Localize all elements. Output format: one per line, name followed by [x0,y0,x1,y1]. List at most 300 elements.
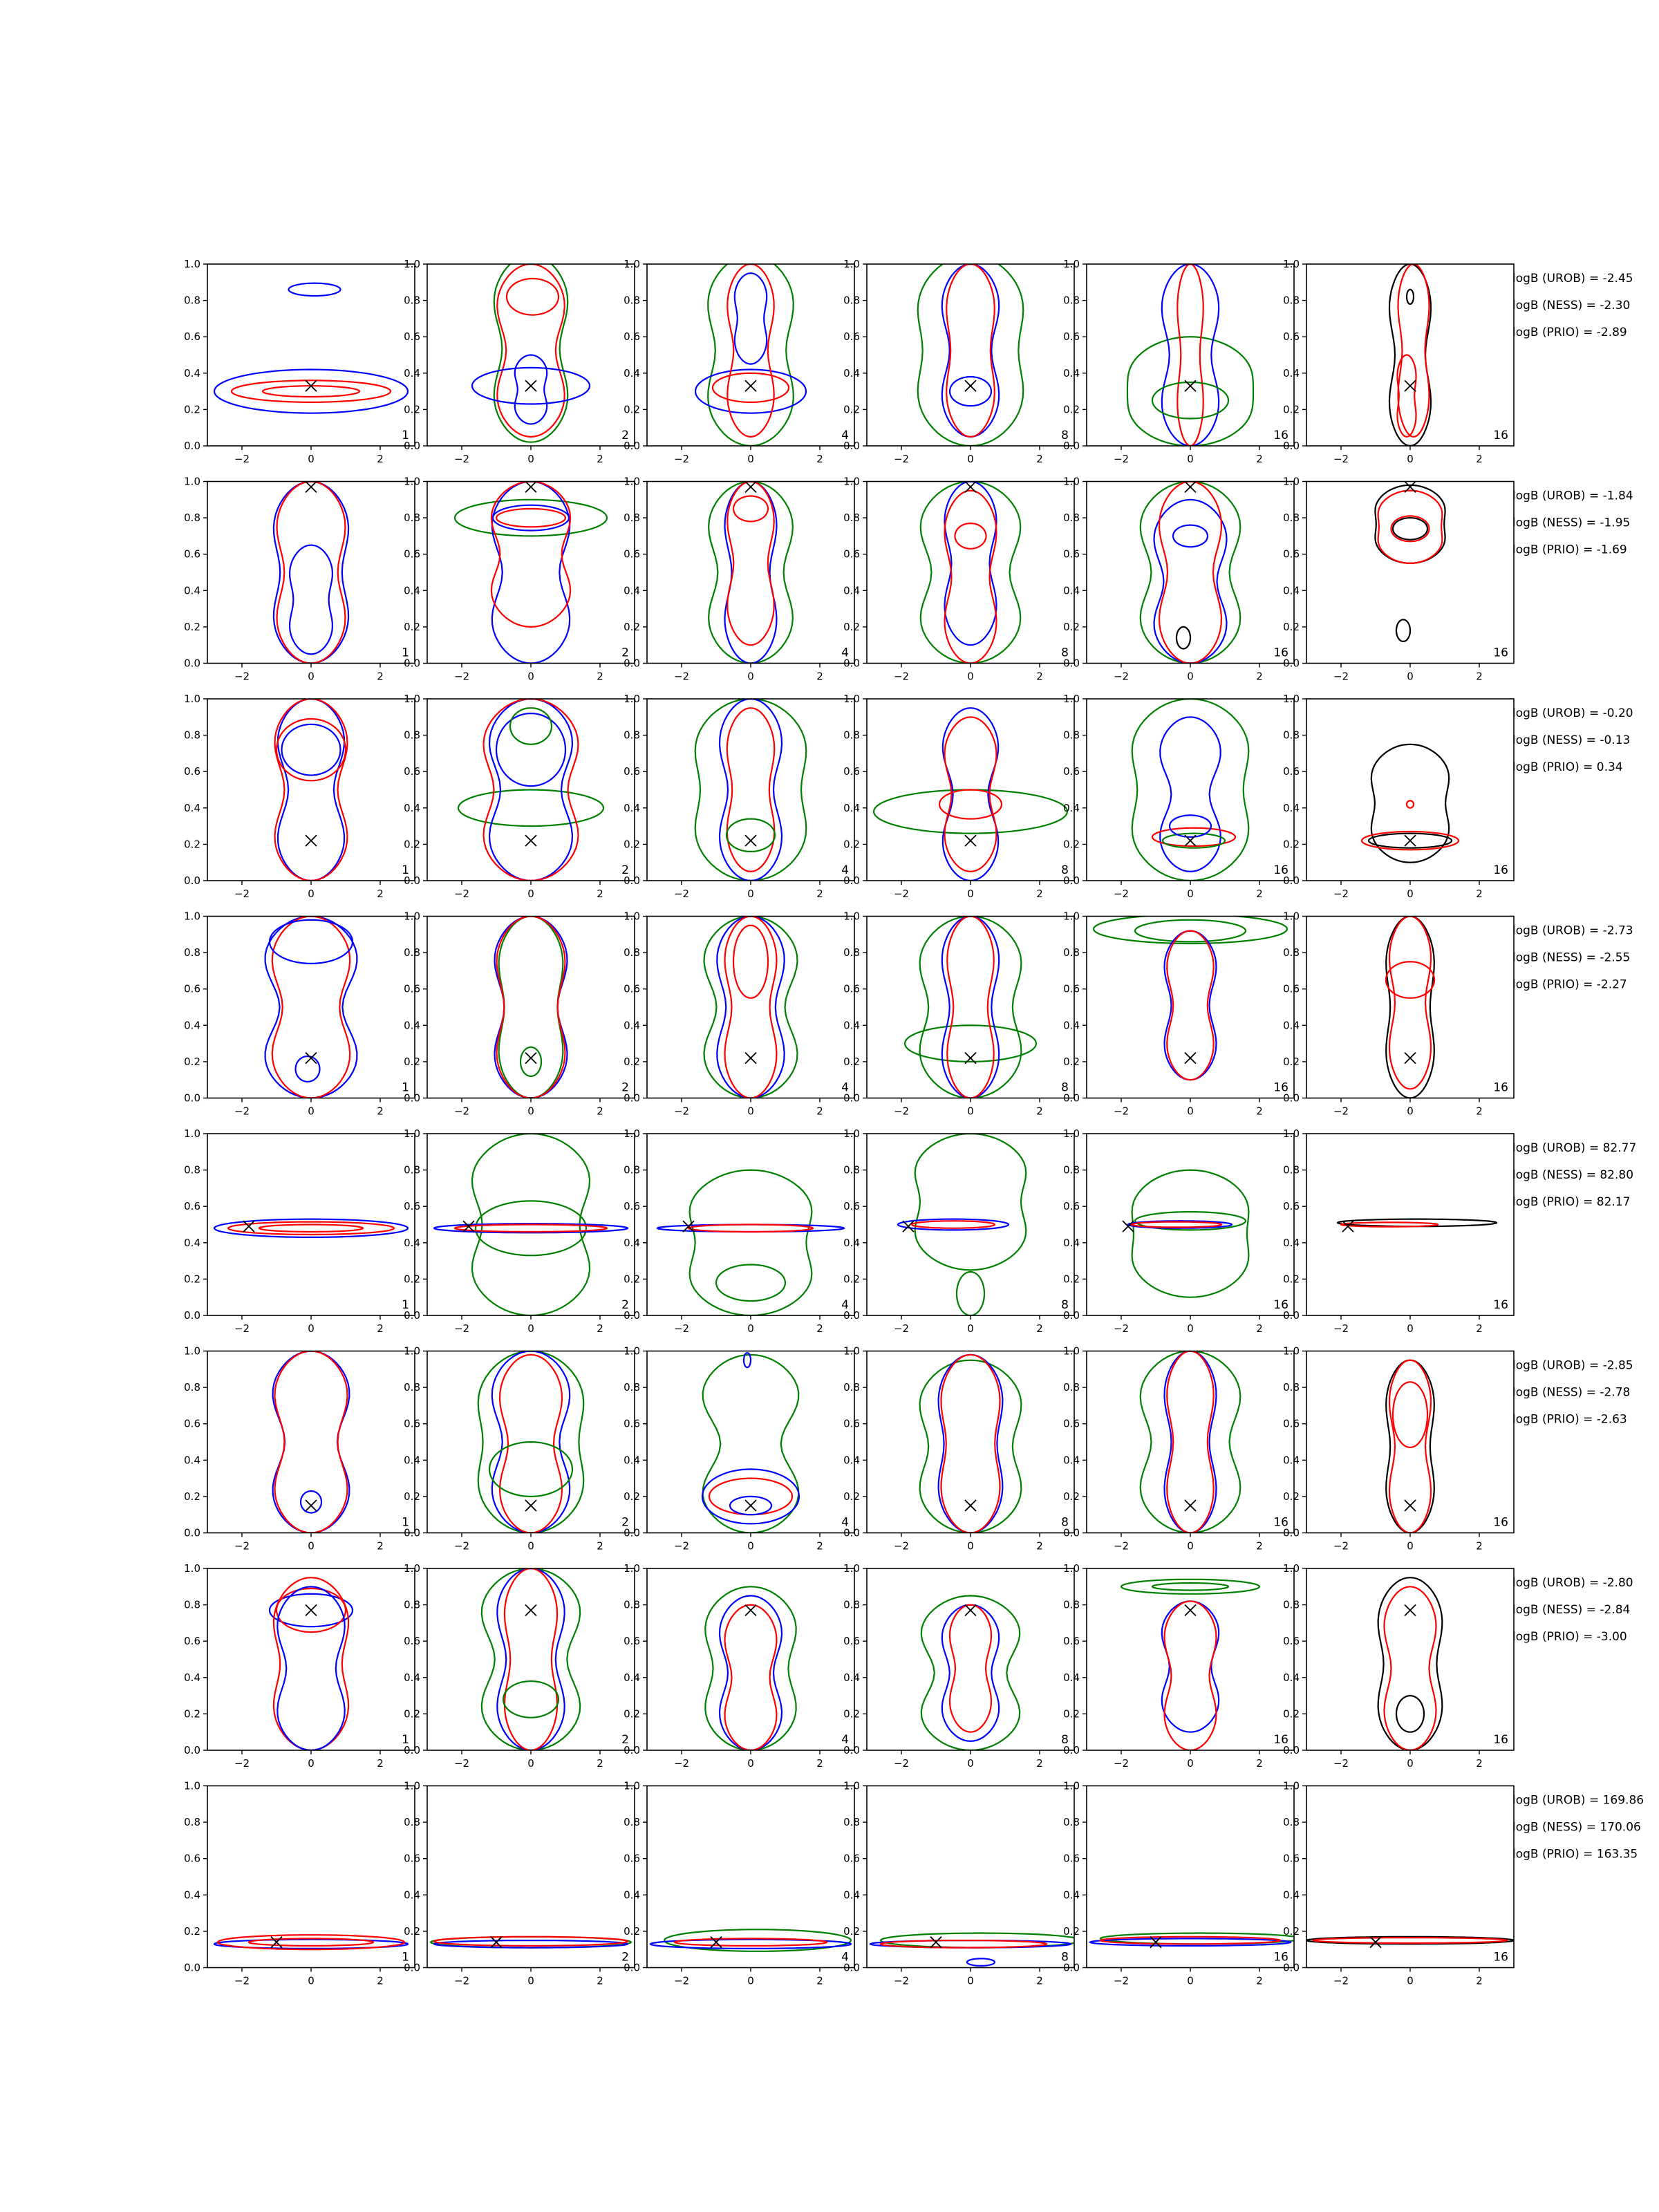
x-tick-label: 0 [747,1974,754,1987]
y-tick-label: 0.0 [1283,440,1300,452]
truth-marker [525,1604,536,1615]
y-tick-label: 0.2 [1063,1924,1080,1938]
y-tick-label: 0.2 [624,1055,640,1068]
y-tick-label: 0.0 [843,440,860,452]
prio-contour [690,1170,812,1315]
y-tick-label: 0.6 [184,982,200,995]
x-tick-label: −2 [234,1322,250,1335]
x-tick-label: −2 [1333,670,1349,683]
x-tick-label: 2 [1476,1757,1483,1770]
truth-marker [1185,1053,1196,1064]
axes-frame [1306,482,1514,664]
y-tick-label: 0.2 [624,1273,640,1286]
x-tick-label: −2 [1113,1539,1130,1553]
y-tick-label: 0.6 [843,982,860,995]
reference-contour [1396,1696,1424,1732]
x-tick-label: −2 [1333,1757,1349,1770]
y-tick-label: 0.8 [184,294,200,307]
logb-annotations-row-5 [1512,1141,1636,1209]
panel-r3-c5 [1063,693,1294,900]
y-tick-label: 1.0 [404,1779,420,1792]
ness-contour [725,917,777,1098]
y-tick-label: 0.6 [404,1200,420,1213]
axes-frame [207,482,415,664]
y-tick-label: 0.6 [1063,330,1080,344]
contour-group [214,1219,408,1237]
x-tick-label: 2 [1256,1757,1263,1770]
axes-frame [1306,699,1514,881]
y-tick-label: 0.8 [404,729,420,742]
contour-group [472,255,590,442]
y-tick-label: 0.2 [404,1490,420,1503]
y-tick-label: 0.2 [1063,1707,1080,1721]
contour-group [657,1170,844,1315]
x-tick-label: 2 [377,453,384,465]
contour-group [905,917,1036,1098]
panel-number-label: 1 [402,1950,409,1965]
y-tick-label: 0.2 [184,1273,200,1286]
y-tick-label: 0.4 [1283,1671,1300,1684]
x-tick-label: 0 [967,888,974,900]
y-tick-label: 0.4 [404,801,420,814]
prio-contour [915,1134,1027,1270]
y-tick-label: 0.4 [624,1454,640,1467]
panel-number-label: 16 [1493,646,1508,660]
y-tick-label: 0.2 [843,620,860,633]
prio-contour [1121,1580,1259,1594]
prio-contour [920,1360,1022,1533]
panel-r5-c3 [624,1127,854,1335]
y-tick-label: 0.8 [184,946,200,959]
axes-frame [207,699,415,881]
y-tick-label: 1.0 [624,475,640,488]
logb-text: logB (NESS) = -2.84 [1512,1603,1631,1617]
y-tick-label: 1.0 [1283,1127,1300,1140]
x-tick-label: −2 [453,453,470,465]
contour-group [270,1577,353,1750]
y-tick-label: 0.0 [843,874,860,887]
logb-text: logB (PRIO) = -2.27 [1512,977,1627,992]
y-tick-label: 1.0 [624,1779,640,1792]
y-tick-label: 0.4 [404,584,420,597]
logb-annotations-row-3 [1512,706,1633,774]
y-tick-label: 0.8 [843,1816,860,1829]
y-tick-label: 0.2 [184,838,200,851]
panel-r7-c5 [1063,1562,1294,1770]
y-tick-label: 0.0 [624,874,640,887]
truth-marker [745,481,756,492]
panel-r6-c2 [404,1345,635,1553]
panel-r1-c2 [404,255,635,465]
x-tick-label: 0 [527,1105,534,1118]
x-tick-label: −2 [893,670,910,683]
panel-number-label: 4 [841,429,849,442]
logb-annotations-row-7 [1512,1576,1633,1644]
panel-number-label: 2 [621,1733,629,1747]
x-tick-label: 0 [527,1539,534,1553]
x-tick-label: −2 [673,1974,690,1987]
y-tick-label: 1.0 [843,475,860,488]
panel-number-label: 1 [402,1515,409,1530]
x-tick-label: 0 [747,1539,754,1553]
axes-frame [1087,699,1294,881]
x-tick-label: 0 [967,453,974,465]
truth-marker [306,481,317,492]
panel-number-label: 4 [841,1080,849,1095]
contour-group [495,917,568,1098]
y-tick-label: 1.0 [843,1562,860,1575]
x-tick-label: 2 [1476,670,1483,683]
panel-number-label: 2 [621,646,629,660]
ness-contour [1389,917,1431,1089]
ness-contour [218,1935,404,1949]
prio-contour [458,790,603,827]
y-tick-label: 1.0 [1283,475,1300,488]
ness-contour [505,1568,557,1750]
ness-contour [275,699,348,881]
logb-text: logB (PRIO) = -3.00 [1512,1630,1627,1644]
truth-marker [745,1604,756,1615]
axes-frame [647,699,854,881]
x-tick-label: 2 [597,1757,603,1770]
x-tick-label: −2 [1333,888,1349,900]
y-tick-label: 0.0 [184,1309,200,1322]
x-tick-label: −2 [453,888,470,900]
x-tick-label: −2 [1113,1105,1130,1118]
reference-contour [1407,290,1414,304]
urob-contour [695,370,806,413]
x-tick-label: −2 [893,1322,910,1335]
y-tick-label: 1.0 [184,1344,200,1358]
y-tick-label: 0.6 [184,1635,200,1648]
panel-r5-c1 [184,1127,415,1335]
logb-text: logB (NESS) = 82.80 [1512,1168,1634,1182]
y-tick-label: 0.6 [404,982,420,995]
panel-r4-c3 [624,910,854,1118]
logb-text: logB (UROB) = -2.45 [1512,272,1633,285]
y-tick-label: 1.0 [184,1779,200,1792]
x-tick-label: 0 [1187,1974,1194,1987]
ness-contour [1378,491,1443,563]
urob-contour [720,699,782,881]
y-tick-label: 0.0 [404,657,420,670]
y-tick-label: 0.8 [624,294,640,307]
ness-contour [947,917,993,1098]
y-tick-label: 1.0 [624,693,640,705]
x-tick-label: −2 [1113,670,1130,683]
y-tick-label: 1.0 [1063,910,1080,923]
contour-group [275,699,348,881]
y-tick-label: 0.0 [1283,874,1300,887]
y-tick-label: 1.0 [624,910,640,923]
y-tick-label: 0.6 [1063,1635,1080,1648]
x-tick-label: −2 [234,1539,250,1553]
reference-contour [1396,619,1410,641]
urob-contour [301,1491,321,1513]
y-tick-label: 0.0 [1063,874,1080,887]
panel-r4-c5 [1063,910,1294,1118]
y-tick-label: 0.2 [843,403,860,416]
logb-text: logB (NESS) = -2.78 [1512,1385,1631,1400]
y-tick-label: 0.0 [624,440,640,452]
prio-contour [704,917,798,1098]
prio-contour [874,790,1067,834]
reference-contour [1371,744,1449,863]
y-tick-label: 0.2 [1063,1490,1080,1503]
y-tick-label: 0.8 [843,1598,860,1611]
x-tick-label: 2 [1036,1105,1043,1118]
y-tick-label: 0.8 [404,1598,420,1611]
y-tick-label: 0.4 [1283,1019,1300,1032]
ness-contour [1165,1601,1217,1750]
panel-r5-c6 [1283,1127,1514,1335]
urob-contour [277,1586,344,1750]
urob-contour [289,283,341,296]
x-tick-label: 2 [377,670,384,683]
y-tick-label: 0.2 [624,1924,640,1938]
contour-group [705,1586,796,1750]
x-tick-label: 2 [597,1539,603,1553]
y-tick-label: 0.4 [624,366,640,379]
x-tick-label: 0 [967,670,974,683]
y-tick-label: 0.2 [1063,1273,1080,1286]
x-tick-label: 0 [1187,1322,1194,1335]
x-tick-label: 0 [308,1322,315,1335]
y-tick-label: 0.8 [1283,1381,1300,1394]
contour-group [214,283,408,413]
y-tick-label: 0.2 [1283,1490,1300,1503]
x-tick-label: −2 [453,1105,470,1118]
ness-contour [1391,516,1430,542]
x-tick-label: −2 [673,1322,690,1335]
panel-number-label: 4 [841,1733,849,1747]
panel-number-label: 1 [402,646,409,660]
panel-number-label: 8 [1061,1515,1069,1530]
x-tick-label: 2 [816,888,823,900]
axes-frame [207,917,415,1098]
y-tick-label: 1.0 [404,1127,420,1140]
y-tick-label: 0.6 [1283,1200,1300,1213]
panel-r8-c3 [624,1780,854,1987]
y-tick-label: 1.0 [1283,1779,1300,1792]
x-tick-label: −2 [1113,1322,1130,1335]
panel-number-label: 8 [1061,646,1069,660]
y-tick-label: 0.2 [184,1055,200,1068]
y-tick-label: 0.4 [843,1019,860,1032]
urob-contour [265,917,357,1098]
y-tick-label: 1.0 [843,1344,860,1358]
x-tick-label: 2 [1036,1539,1043,1553]
y-tick-label: 0.6 [624,330,640,344]
y-tick-label: 0.8 [1063,946,1080,959]
x-tick-label: 2 [1476,1322,1483,1335]
y-tick-label: 0.6 [184,547,200,561]
y-tick-label: 0.0 [404,874,420,887]
x-tick-label: −2 [1113,888,1130,900]
y-tick-label: 1.0 [184,475,200,488]
contour-group [898,1134,1026,1315]
panel-r7-c4 [843,1562,1074,1770]
contour-group [870,1933,1081,1966]
y-tick-label: 0.0 [1063,440,1080,452]
truth-marker [525,835,536,846]
y-tick-label: 0.8 [1283,294,1300,307]
y-tick-label: 0.4 [184,366,200,379]
x-tick-label: −2 [453,1322,470,1335]
panel-number-label: 16 [1273,1733,1288,1747]
contour-group [1338,1219,1497,1227]
y-tick-label: 1.0 [184,258,200,270]
y-tick-label: 0.4 [184,584,200,597]
y-tick-label: 0.4 [843,366,860,379]
y-tick-label: 0.0 [404,1091,420,1105]
panel-r6-c6 [1283,1345,1514,1553]
panel-r3-c6 [1283,693,1514,900]
panel-r3-c3 [624,693,854,900]
prio-contour [1094,915,1287,944]
logb-text: logB (NESS) = -1.95 [1512,516,1631,530]
panel-number-label: 16 [1273,1298,1288,1312]
panel-number-label: 4 [841,863,849,877]
ness-contour [955,523,986,549]
y-tick-label: 0.8 [843,294,860,307]
y-tick-label: 0.8 [1283,1163,1300,1177]
y-tick-label: 0.4 [624,1019,640,1032]
x-tick-label: 2 [377,1322,384,1335]
y-tick-label: 0.8 [624,1598,640,1611]
x-tick-label: 0 [1407,453,1414,465]
logb-text: logB (UROB) = 82.77 [1512,1141,1637,1155]
prio-contour [494,255,568,442]
y-tick-label: 0.6 [1063,982,1080,995]
truth-marker [745,1500,756,1511]
x-tick-label: 0 [747,453,754,465]
x-tick-label: 0 [1407,1974,1414,1987]
urob-contour [282,724,341,776]
contour-group [695,255,806,446]
x-tick-label: 0 [747,1757,754,1770]
panel-r6-c5 [1063,1345,1294,1553]
y-tick-label: 0.0 [184,1526,200,1539]
y-tick-label: 0.4 [1063,1888,1080,1902]
y-tick-label: 0.0 [843,1309,860,1322]
x-tick-label: 2 [597,453,603,465]
y-tick-label: 1.0 [1063,1562,1080,1575]
x-tick-label: −2 [234,670,250,683]
ness-contour [455,1225,607,1232]
y-tick-label: 0.8 [624,1816,640,1829]
y-tick-label: 1.0 [184,1127,200,1140]
panel-number-label: 16 [1273,646,1288,660]
panel-number-label: 16 [1273,1515,1288,1530]
y-tick-label: 0.8 [404,1816,420,1829]
x-tick-label: −2 [453,1757,470,1770]
y-tick-label: 0.0 [184,1091,200,1105]
y-tick-label: 0.0 [1283,1309,1300,1322]
panel-number-label: 1 [402,863,409,877]
x-tick-label: 0 [527,1974,534,1987]
y-tick-label: 0.2 [843,1055,860,1068]
ness-contour [496,509,565,527]
y-tick-label: 0.2 [404,403,420,416]
x-tick-label: 2 [1476,453,1483,465]
prio-contour [705,1586,796,1750]
y-tick-label: 0.6 [1283,765,1300,778]
truth-marker [525,380,536,391]
y-tick-label: 1.0 [624,258,640,270]
x-tick-label: −2 [893,1974,910,1987]
y-tick-label: 0.0 [1063,1961,1080,1974]
x-tick-label: −2 [893,1539,910,1553]
y-tick-label: 0.8 [624,729,640,742]
contour-group [1362,744,1459,863]
y-tick-label: 0.2 [843,838,860,851]
panel-number-label: 16 [1493,1950,1508,1965]
truth-marker [965,835,976,846]
x-tick-label: 2 [1476,1974,1483,1987]
y-tick-label: 0.6 [184,765,200,778]
x-tick-label: −2 [673,1105,690,1118]
y-tick-label: 0.6 [1283,330,1300,344]
contour-group [274,482,348,664]
y-tick-label: 1.0 [1063,1127,1080,1140]
axes-frame [647,482,854,664]
logb-text: logB (NESS) = -0.13 [1512,733,1631,747]
y-tick-label: 0.0 [843,1961,860,1974]
y-tick-label: 0.0 [1063,1091,1080,1105]
prio-contour [489,1442,572,1497]
y-tick-label: 0.0 [624,1526,640,1539]
y-tick-label: 1.0 [624,1127,640,1140]
panel-r8-c4 [843,1780,1081,1987]
x-tick-label: 0 [1407,670,1414,683]
y-tick-label: 1.0 [404,693,420,705]
panel-r1-c5 [1063,258,1294,465]
x-tick-label: 2 [1256,1539,1263,1553]
ness-contour [1389,1360,1431,1533]
x-tick-label: −2 [673,1757,690,1770]
x-tick-label: −2 [1333,453,1349,465]
y-tick-label: 0.2 [184,620,200,633]
y-tick-label: 0.6 [184,330,200,344]
logb-text: logB (PRIO) = -2.89 [1512,326,1627,339]
truth-marker [1185,1500,1196,1511]
panel-number-label: 8 [1061,429,1069,442]
x-tick-label: −2 [1113,453,1130,465]
y-tick-label: 0.0 [404,1526,420,1539]
truth-marker [930,1937,941,1948]
truth-marker [1185,481,1196,492]
ness-contour [1385,1586,1436,1750]
y-tick-label: 0.8 [184,1816,200,1829]
y-tick-label: 0.4 [1063,1454,1080,1467]
y-tick-label: 0.6 [843,1200,860,1213]
urob-contour [290,545,332,655]
y-tick-label: 0.8 [404,946,420,959]
truth-marker [306,1500,317,1511]
x-tick-label: −2 [234,453,250,465]
panel-number-label: 8 [1061,1950,1069,1965]
axes-frame [427,917,635,1098]
y-tick-label: 0.2 [184,403,200,416]
ness-contour [946,264,995,437]
truth-marker [745,380,756,391]
x-tick-label: 0 [747,888,754,900]
ness-contour [939,790,1002,819]
y-tick-label: 0.8 [1283,512,1300,525]
axes-frame [867,917,1074,1098]
x-tick-label: 0 [967,1539,974,1553]
